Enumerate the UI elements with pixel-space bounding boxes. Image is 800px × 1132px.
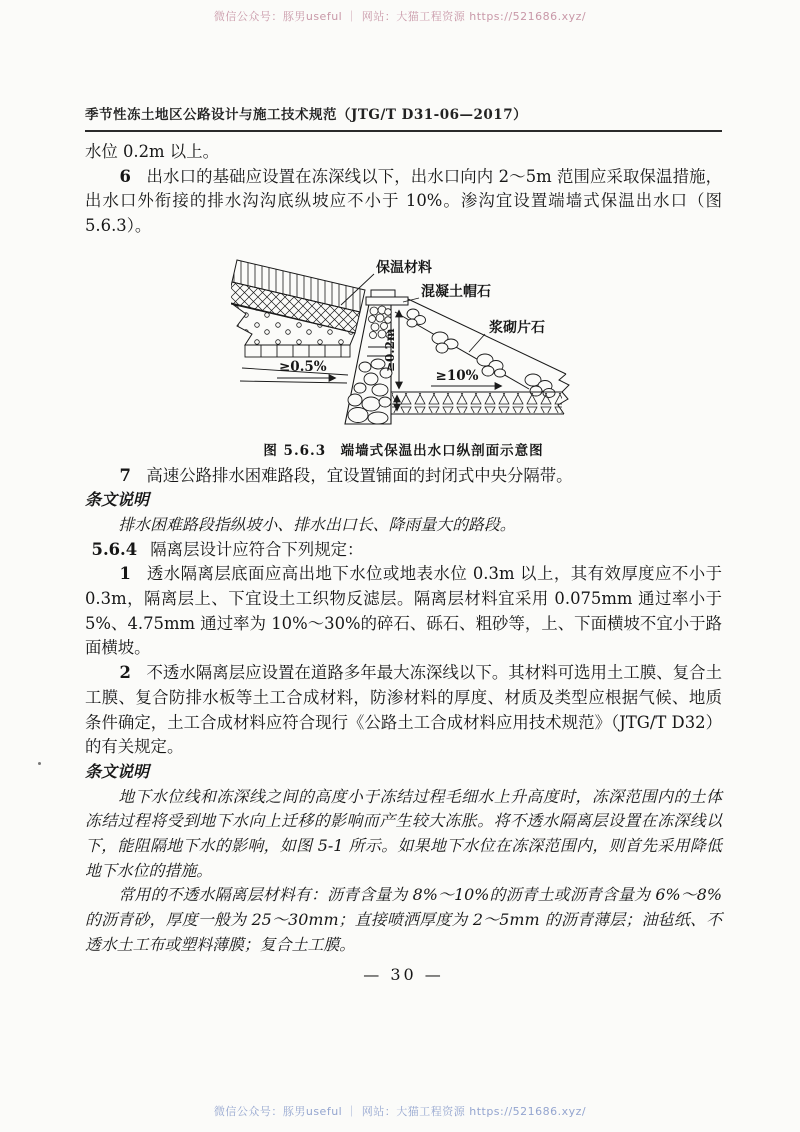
figure-caption: 图 5.6.3 端墙式保温出水口纵剖面示意图 [263, 442, 544, 459]
label-cap-stone: 混凝土帽石 [421, 283, 491, 300]
item-2-text: 不透水隔离层应设置在道路多年最大冻深线以下。其材料可选用土工膜、复合土工膜、复合防排水板等土工合成材料，防渗材料的厚度、材质及类型应根据气候、地质条件确定，土工合成材料应符合现行《公路土工合成材料应用技术规范》（JTG/T D32）的有关规定。 [85, 663, 722, 757]
label-slope-left: ≥0.5% [279, 358, 327, 375]
note-2-paragraph-1: 地下水位线和冻深线之间的高度小于冻结过程毛细水上升高度时，冻深范围内的土体冻结过程将受到地下水向上迁移的影响而产生较大冻胀。将不透水隔离层设置在冻深线以下，能阻隔地下水的影响，如图 5-1 所示。如果地下水位在冻深范围内，则首先采用降低地下水位的措施。 [85, 786, 722, 880]
document-body [85, 140, 722, 987]
notes-heading-2: 条文说明 [85, 761, 150, 781]
note-2-paragraph-2: 常用的不透水隔离层材料有：沥青含量为 8%～10%的沥青土或沥青含量为 6%～8%的沥青砂，厚度一般为 25～30mm；直接喷洒厚度为 2～5mm 的沥青薄层；油毡纸、不透水土工布或塑料薄膜；复合土工膜。 [85, 885, 722, 954]
item-1 [85, 562, 722, 661]
paragraph-carryover: 水位 0.2m 以上。 [85, 142, 219, 161]
label-slope-right: ≥10% [435, 367, 479, 384]
brick-course [245, 345, 350, 357]
cap-stone-shape [366, 290, 408, 305]
note-1-text: 排水困难路段指纵坡小、排水出口长、降雨量大的路段。 [118, 514, 516, 534]
label-height-dim: ≥0.2m [383, 328, 397, 372]
page-number: — 30 — [363, 964, 444, 984]
drain-channel [391, 392, 564, 414]
item-7-number: 7 [119, 465, 131, 485]
item-6-text: 出水口的基础应设置在冻深线以下，出水口向内 2～5m 范围应采取保温措施，出水口外衔接的排水沟沟底纵坡应不小于 10%。渗沟宜设置端墙式保温出水口（图 5.6.3）。 [85, 166, 722, 236]
figure-5-6-3 [85, 252, 722, 464]
scan-speck [38, 762, 41, 765]
section-number: 5.6.4 [91, 539, 138, 559]
item-1-text: 透水隔离层底面应高出地下水位或地表水位 0.3m 以上，其有效厚度应不小于 0.3m，隔离层上、下宜设土工织物反滤层。隔离层材料宜采用 0.075mm 通过率小于 5%、4.75mm 通过率为 10%～30%的碎石、砾石、粗砂等，上、下面横坡不宜小于路面横坡。 [85, 564, 722, 658]
section-5-6-4 [85, 538, 722, 563]
item-6-number: 6 [119, 166, 131, 186]
label-masonry: 浆砌片石 [489, 319, 545, 336]
header-title: 季节性冻土地区公路设计与施工技术规范（JTG/T D31-06—2017） [85, 103, 722, 132]
watermark-top: 微信公众号：豚男useful ｜ 网站：大猫工程资源 https://521686.xyz/ [213, 10, 587, 23]
label-insulation: 保温材料 [376, 259, 432, 276]
item-2 [85, 661, 722, 760]
section-title: 隔离层设计应符合下列规定： [150, 539, 364, 559]
watermark-bottom: 微信公众号：豚男useful ｜ 网站：大猫工程资源 https://521686.xyz/ [213, 1105, 587, 1118]
notes-heading-1: 条文说明 [85, 490, 150, 510]
item-6 [85, 165, 722, 239]
item-2-number: 2 [119, 663, 131, 683]
masonry-leader-line [469, 334, 485, 352]
item-1-number: 1 [119, 564, 131, 584]
figure-diagram [231, 252, 576, 434]
item-7-text: 高速公路排水困难路段，宜设置铺面的封闭式中央分隔带。 [146, 465, 573, 485]
item-7 [85, 464, 722, 489]
